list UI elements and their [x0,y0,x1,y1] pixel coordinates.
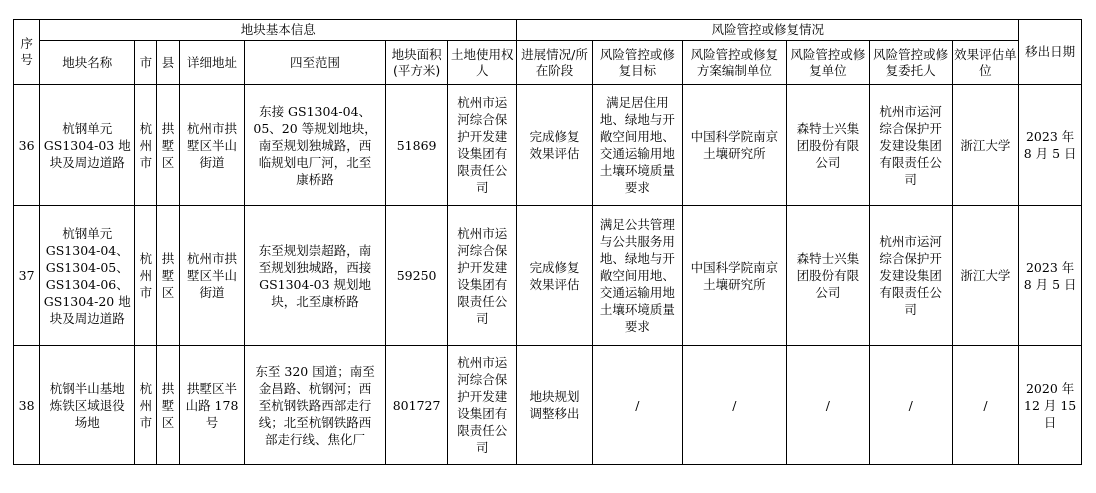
cell-bounds: 东至规划崇超路，南 至规划独城路，西接 GS1304-03 规划地 块，北至康桥路 [245,206,385,346]
cell-evaluator: / [952,346,1019,465]
cell-move-date: 2020 年 12 月 15 日 [1019,346,1082,465]
cell-remediation-unit: / [786,346,869,465]
cell-progress: 完成修复 效果评估 [517,85,593,206]
cell-county: 拱 墅 区 [157,206,179,346]
header-progress: 进展情况/所 在阶段 [517,41,593,85]
cell-county: 拱 墅 区 [157,85,179,206]
cell-target: 满足公共管理 与公共服务用 地、绿地与开 敞空间用地、 交通运输用地 土壤环境质量 要求 [592,206,682,346]
cell-area: 51869 [385,85,448,206]
cell-address: 杭州市拱 墅区半山 街道 [179,206,245,346]
cell-client: 杭州市运河 综合保护开 发建设集团 有限责任公 司 [869,206,952,346]
table-row [14,85,1082,206]
header-site-name: 地块名称 [40,41,135,85]
cell-no: 36 [14,85,40,206]
cell-remediation-unit: 森特士兴集 团股份有限 公司 [786,85,869,206]
cell-bounds: 东至 320 国道；南至 金昌路、杭钢河；西 至杭钢铁路西部走行 线；北至杭钢铁路西 部走行线、焦化厂 [245,346,385,465]
cell-evaluator: 浙江大学 [952,206,1019,346]
header-land-owner: 土地使用权 人 [448,41,517,85]
header-area: 地块面积 (平方米) [385,41,448,85]
cell-plan-unit: / [682,346,786,465]
header-city: 市 [135,41,157,85]
cell-land-owner: 杭州市运 河综合保 护开发建 设集团有 限责任公 司 [448,206,517,346]
table-row [14,206,1082,346]
cell-no: 38 [14,346,40,465]
cell-county: 拱 墅 区 [157,346,179,465]
cell-no: 37 [14,206,40,346]
cell-move-date: 2023 年 8 月 5 日 [1019,85,1082,206]
header-client: 风险管控或修 复委托人 [869,41,952,85]
cell-land-owner: 杭州市运 河综合保 护开发建 设集团有 限责任公 司 [448,85,517,206]
cell-area: 59250 [385,206,448,346]
header-group-basic-info: 地块基本信息 [40,20,517,41]
header-row-columns [14,41,1082,85]
header-county: 县 [157,41,179,85]
cell-client: 杭州市运河 综合保护开 发建设集团 有限责任公 司 [869,85,952,206]
cell-progress: 地块规划 调整移出 [517,346,593,465]
cell-site-name: 杭钢半山基地 炼铁区域退役 场地 [40,346,135,465]
cell-city: 杭 州 市 [135,206,157,346]
header-group-risk-control: 风险管控或修复情况 [517,20,1019,41]
cell-bounds: 东接 GS1304-04、 05、20 等规划地块， 南至规划独城路，西 临规划电厂河，北至 康桥路 [245,85,385,206]
cell-address: 拱墅区半 山路 178 号 [179,346,245,465]
cell-plan-unit: 中国科学院南京 土壤研究所 [682,85,786,206]
header-row-groups [14,20,1082,41]
cell-site-name: 杭钢单元 GS1304-03 地 块及周边道路 [40,85,135,206]
table-row [14,346,1082,465]
cell-city: 杭 州 市 [135,346,157,465]
cell-city: 杭 州 市 [135,85,157,206]
cell-progress: 完成修复 效果评估 [517,206,593,346]
header-move-date: 移出日期 [1019,20,1082,85]
cell-move-date: 2023 年 8 月 5 日 [1019,206,1082,346]
header-target: 风险管控或修 复目标 [592,41,682,85]
cell-remediation-unit: 森特士兴集 团股份有限 公司 [786,206,869,346]
header-evaluator: 效果评估单 位 [952,41,1019,85]
cell-target: 满足居住用 地、绿地与开 敞空间用地、 交通运输用地 土壤环境质量 要求 [592,85,682,206]
header-address: 详细地址 [179,41,245,85]
cell-plan-unit: 中国科学院南京 土壤研究所 [682,206,786,346]
cell-target: / [592,346,682,465]
cell-evaluator: 浙江大学 [952,85,1019,206]
header-seq: 序号 [14,20,40,85]
cell-area: 801727 [385,346,448,465]
cell-land-owner: 杭州市运 河综合保 护开发建 设集团有 限责任公 司 [448,346,517,465]
cell-client: / [869,346,952,465]
site-list-table [13,19,1082,465]
cell-address: 杭州市拱 墅区半山 街道 [179,85,245,206]
cell-site-name: 杭钢单元 GS1304-04、 GS1304-05、 GS1304-06、 GS1304-20 地 块及周边道路 [40,206,135,346]
header-plan-unit: 风险管控或修复 方案编制单位 [682,41,786,85]
header-bounds: 四至范围 [245,41,385,85]
header-remediation-unit: 风险管控或修 复单位 [786,41,869,85]
